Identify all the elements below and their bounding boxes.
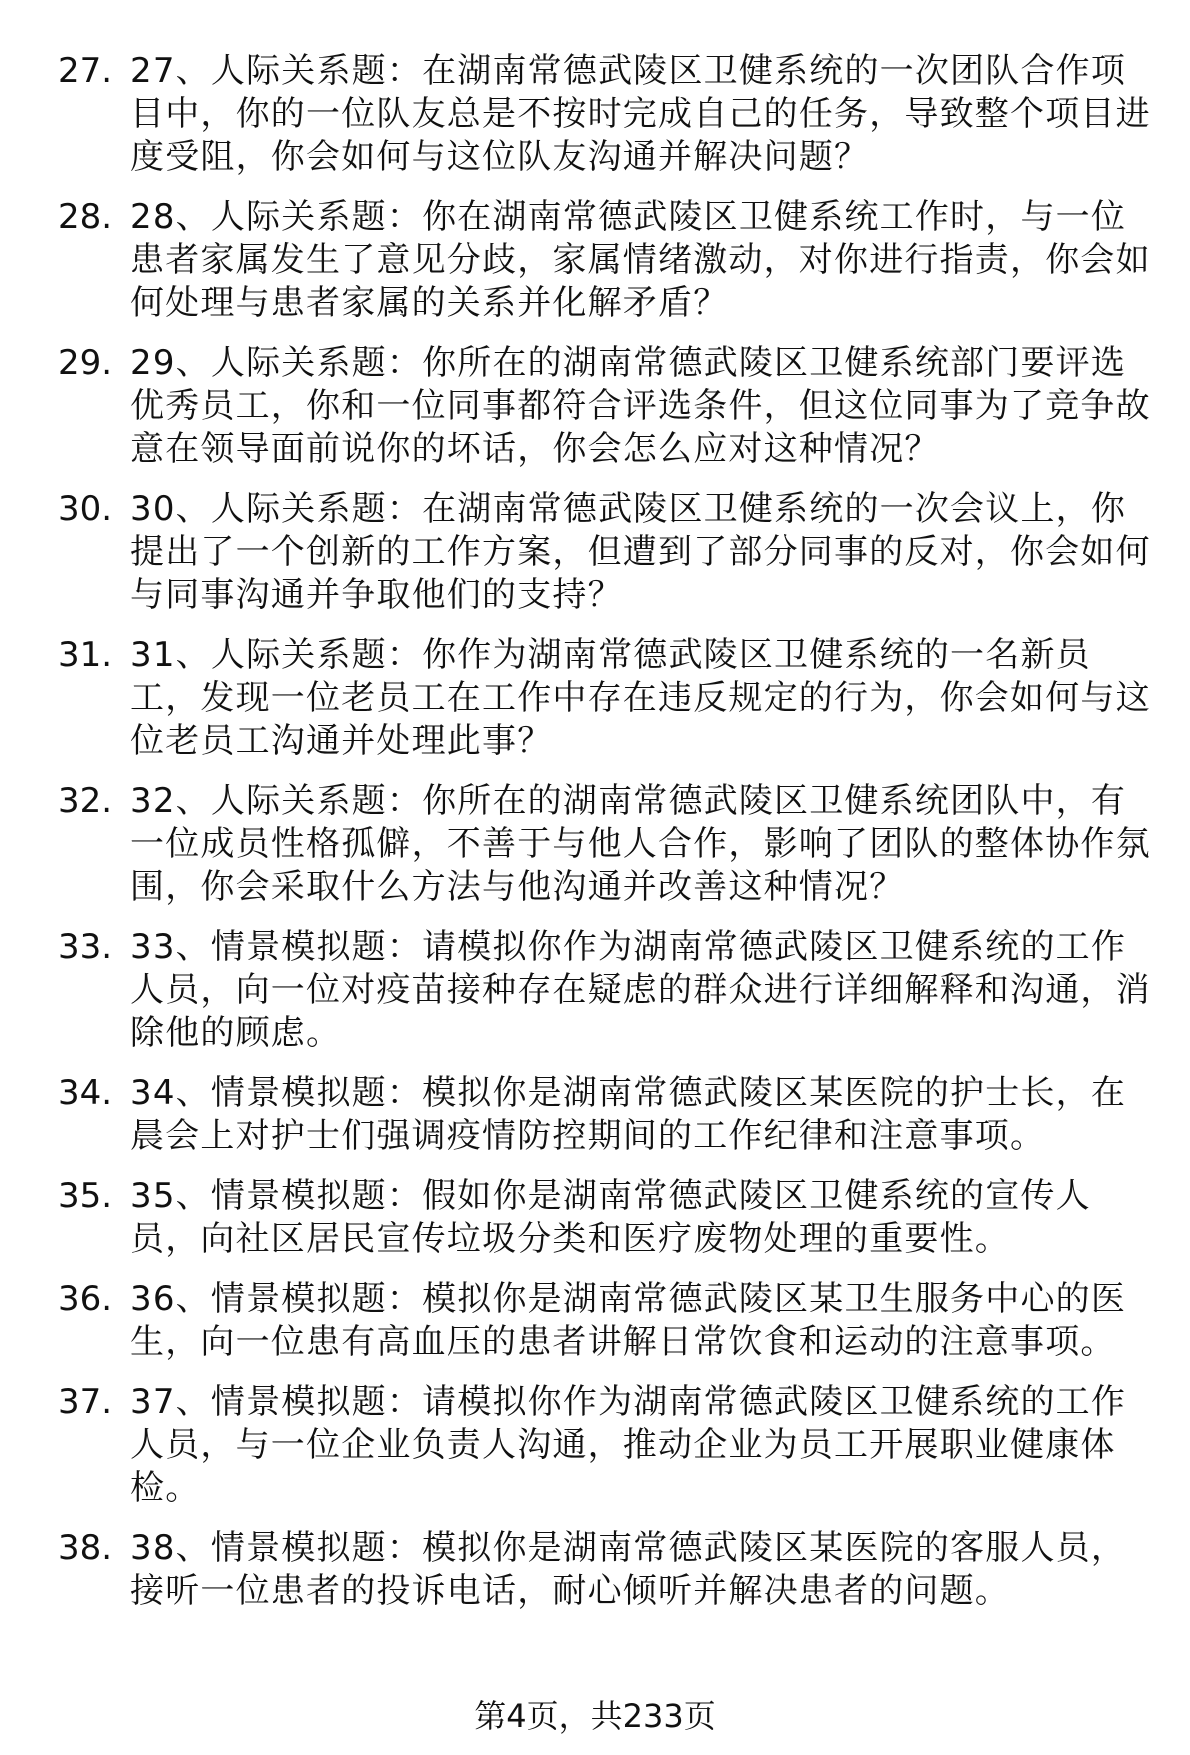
- question-text: 27、人际关系题：在湖南常德武陵区卫健系统的一次团队合作项目中，你的一位队友总是不按时完成自己的任务，导致整个项目进度受阻，你会如何与这位队友沟通并解决问题？: [130, 51, 1151, 177]
- question-number: 35.: [58, 1176, 113, 1216]
- question-text: 29、人际关系题：你所在的湖南常德武陵区卫健系统部门要评选优秀员工，你和一位同事都符合评选条件，但这位同事为了竞争故意在领导面前说你的坏话，你会怎么应对这种情况？: [130, 343, 1151, 469]
- question-text: 34、情景模拟题：模拟你是湖南常德武陵区某医院的护士长，在晨会上对护士们强调疫情防控期间的工作纪律和注意事项。: [130, 1073, 1127, 1156]
- question-text: 36、情景模拟题：模拟你是湖南常德武陵区某卫生服务中心的医生，向一位患有高血压的患者讲解日常饮食和运动的注意事项。: [130, 1279, 1127, 1362]
- question-item: [58, 1072, 1153, 1158]
- question-item: [58, 780, 1153, 909]
- question-text: 28、人际关系题：你在湖南常德武陵区卫健系统工作时，与一位患者家属发生了意见分歧，家属情绪激动，对你进行指责，你会如何处理与患者家属的关系并化解矛盾？: [130, 197, 1151, 323]
- question-item: [58, 342, 1153, 471]
- question-item: [58, 1381, 1153, 1510]
- question-number: 28.: [58, 197, 113, 237]
- question-number: 34.: [58, 1073, 113, 1113]
- question-item: [58, 1527, 1153, 1613]
- question-list: [58, 50, 1153, 1630]
- question-number: 38.: [58, 1528, 113, 1568]
- question-number: 29.: [58, 343, 113, 383]
- question-item: [58, 1175, 1153, 1261]
- question-item: [58, 196, 1153, 325]
- question-text: 38、情景模拟题：模拟你是湖南常德武陵区某医院的客服人员，接听一位患者的投诉电话，耐心倾听并解决患者的问题。: [130, 1528, 1127, 1611]
- question-number: 37.: [58, 1382, 113, 1422]
- question-number: 30.: [58, 489, 113, 529]
- question-number: 36.: [58, 1279, 113, 1319]
- question-number: 32.: [58, 781, 113, 821]
- question-number: 33.: [58, 927, 113, 967]
- page-number-label: 第4页，共233页: [474, 1697, 716, 1735]
- question-text: 35、情景模拟题：假如你是湖南常德武陵区卫健系统的宣传人员，向社区居民宣传垃圾分类和医疗废物处理的重要性。: [130, 1176, 1091, 1259]
- question-item: [58, 926, 1153, 1055]
- question-text: 30、人际关系题：在湖南常德武陵区卫健系统的一次会议上，你提出了一个创新的工作方案，但遭到了部分同事的反对，你会如何与同事沟通并争取他们的支持？: [130, 489, 1151, 615]
- question-item: [58, 50, 1153, 179]
- question-text: 32、人际关系题：你所在的湖南常德武陵区卫健系统团队中，有一位成员性格孤僻，不善于与他人合作，影响了团队的整体协作氛围，你会采取什么方法与他沟通并改善这种情况？: [130, 781, 1151, 907]
- question-item: [58, 634, 1153, 763]
- question-item: [58, 1278, 1153, 1364]
- question-number: 27.: [58, 51, 113, 91]
- question-text: 31、人际关系题：你作为湖南常德武陵区卫健系统的一名新员工，发现一位老员工在工作中存在违反规定的行为，你会如何与这位老员工沟通并处理此事？: [130, 635, 1151, 761]
- question-number: 31.: [58, 635, 113, 675]
- question-item: [58, 488, 1153, 617]
- question-text: 37、情景模拟题：请模拟你作为湖南常德武陵区卫健系统的工作人员，与一位企业负责人沟通，推动企业为员工开展职业健康体检。: [130, 1382, 1127, 1508]
- page-footer: [0, 1696, 1190, 1736]
- question-text: 33、情景模拟题：请模拟你作为湖南常德武陵区卫健系统的工作人员，向一位对疫苗接种存在疑虑的群众进行详细解释和沟通，消除他的顾虑。: [130, 927, 1151, 1053]
